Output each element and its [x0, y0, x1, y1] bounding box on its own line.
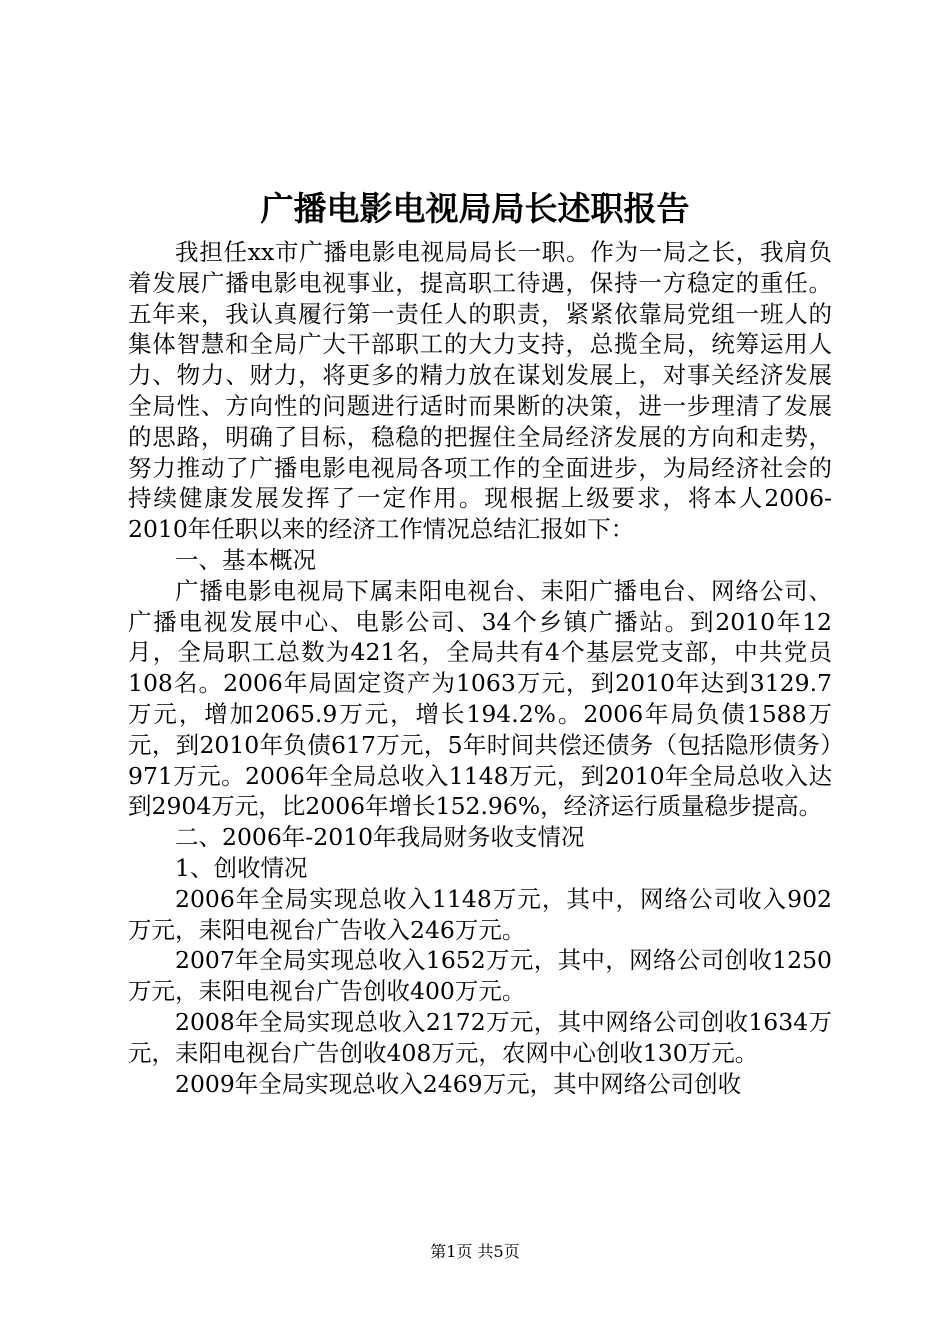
paragraph-revenue-2008: 2008年全局实现总收入2172万元，其中网络公司创收1634万元，耒阳电视台广告创收408万元，农网中心创收130万元。: [128, 1007, 832, 1067]
document-body: [128, 237, 832, 1099]
document-title: 广播电影电视局局长述职报告: [260, 189, 690, 228]
section-heading-basic-overview: 一、基本概况: [175, 545, 316, 574]
paragraph-revenue-2009: 2009年全局实现总收入2469万元，其中网络公司创收: [175, 1069, 742, 1098]
paragraph-intro: 我担任xx市广播电影电视局局长一职。作为一局之长，我肩负着发展广播电影电视事业，提高职工待遇，保持一方稳定的重任。五年来，我认真履行第一责任人的职责，紧紧依靠局党组一班人的集体智慧和全局广大干部职工的大力支持，总揽全局，统筹运用人力、物力、财力，将更多的精力放在谋划发展上，对事关经济发展全局性、方向性的问题进行适时而果断的决策，进一步理清了发展的思路，明确了目标，稳稳的把握住全局经济发展的方向和走势，努力推动了广播电影电视局各项工作的全面进步，为局经济社会的持续健康发展发挥了一定作用。现根据上级要求，将本人2006-2010年任职以来的经济工作情况总结汇报如下：: [128, 238, 832, 544]
section-heading-finance: 二、2006年-2010年我局财务收支情况: [175, 823, 585, 852]
paragraph-revenue-2007: 2007年全局实现总收入1652万元，其中，网络公司创收1250万元，耒阳电视台广告创收400万元。: [128, 946, 832, 1006]
paragraph-basic-overview: 广播电影电视局下属耒阳电视台、耒阳广播电台、网络公司、广播电视发展中心、电影公司、34个乡镇广播站。到2010年12月，全局职工总数为421名，全局共有4个基层党支部，中共党员108名。2006年局固定资产为1063万元，到2010年达到3129.7万元，增加2065.9万元，增长194.2%。2006年局负债1588万元，到2010年负债617万元，5年时间共偿还债务（包括隐形债务）971万元。2006年全局总收入1148万元，到2010年全局总收入达到2904万元，比2006年增长152.96%，经济运行质量稳步提高。: [128, 576, 832, 821]
paragraph-revenue-2006: 2006年全局实现总收入1148万元，其中，网络公司收入902万元，耒阳电视台广告收入246万元。: [128, 884, 832, 944]
subsection-heading-revenue: 1、创收情况: [175, 853, 308, 882]
page-footer: 第1页 共5页: [430, 1242, 520, 1261]
